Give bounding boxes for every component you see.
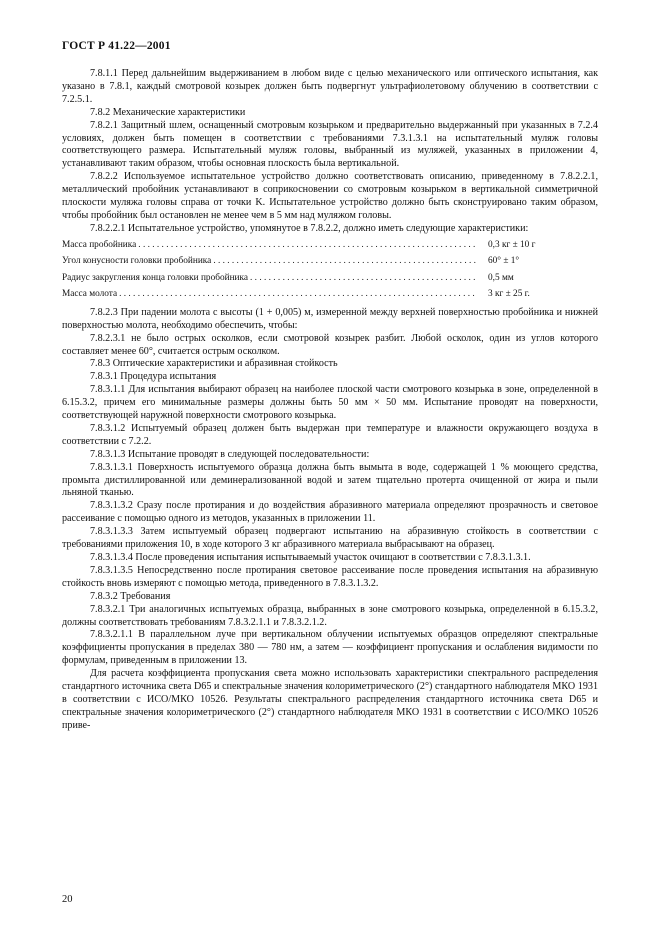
paragraph: 7.8.3.1.3.4 После проведения испытания испытываемый участок очищают в соответствии с 7.8.3.1.3.1. [90, 552, 531, 563]
paragraph: 7.8.3.1.1 Для испытания выбирают образец на наиболее плоской части смотрового козырька в зоне, определенной в 6.15.3.2, причем его минимальные размеры должны быть 50 мм × 50 мм. Испытание проводят на поверхности, соответствующей наружной поверхности смотрового козырька. [62, 384, 598, 422]
paragraph: 7.8.3.1.3.1 Поверхность испытуемого образца должна быть вымыта в воде, содержащей 1 % моющего средства, промыта дистиллированной или деминерализованной водой и затем тщательно протерта очищенной от жира и пыли льняной тканью. [62, 461, 598, 499]
paragraph: 7.8.1.1 Перед дальнейшим выдерживанием в любом виде с целью механического или оптического испытания, как указано в 7.8.1, каждый смотровой козырек должен быть подвергнут ультрафиолетовому облучению в соответствии с 7.2.5.1. [62, 68, 598, 105]
spec-label: Радиус закругления конца головки пробойника [62, 272, 249, 283]
spec-row [62, 288, 598, 305]
spec-row [62, 239, 598, 256]
spec-value: 3 кг ± 25 г. [488, 289, 530, 300]
paragraph: 7.8.3.1.3.5 Непосредственно после протирания световое рассеивание после проведения испытания на абразивную стойкость вновь измеряют с помощью метода, приведенного в 7.8.3.1.3.2. [62, 564, 598, 589]
document-body [62, 68, 598, 733]
section-heading: 7.8.3.1 Процедура испытания [90, 371, 217, 383]
paragraph: 7.8.2.3 При падении молота с высоты (1 + 0,005) м, измеренной между верхней поверхностью пробойника и нижней поверхностью молота, необходимо обеспечить, чтобы: [62, 306, 598, 331]
paragraph: 7.8.3.2.1 Три аналогичных испытуемых образца, выбранных в зоне смотрового козырька, определенной в 6.15.3.2, должны соответствовать требованиям 7.8.3.2.1.1 и 7.8.3.2.1.2. [62, 603, 598, 628]
paragraph: 7.8.2.2 Используемое испытательное устройство должно соответствовать описанию, приведенному в 7.8.2.2.1, металлический пробойник устанавливают в соприкосновении со смотровым козырьком в вертикальной симметричной плоскости муляжа головы справа от точки K. Испытательное устройство должно быть сконструировано таким образом, чтобы пробойник был остановлен не менее чем в 5 мм над муляжом головы. [62, 171, 598, 221]
spec-label: Масса молота [62, 289, 118, 300]
paragraph: Для расчета коэффициента пропускания света можно использовать характеристики спектрального распределения стандартного источника света D65 и спектральные значения колориметрического (2°) стандартного наблюдателя МКО 1931 в соответствии с ИСО/МКО 10526. Результаты спектрального распределения стандартного источника света D65 и спектральные значения колориметрического (2°) стандартного наблюдателя МКО 1931 в соответствии с ИСО/МКО 10526 приве- [62, 668, 598, 731]
spec-row [62, 272, 598, 289]
leader-dots [119, 288, 476, 301]
document-header: ГОСТ Р 41.22—2001 [62, 40, 171, 52]
paragraph: 7.8.2.3.1 не было острых осколков, если смотровой козырек разбит. Любой осколок, один из углов которого составляет менее 60°, считается острым осколком. [62, 332, 598, 357]
section-heading: 7.8.3.2 Требования [90, 590, 171, 602]
paragraph: 7.8.3.1.3.3 Затем испытуемый образец подвергают испытанию на абразивную стойкость в соответствии с требованиями приложения 10, в ходе которого 3 кг абразивного материала выбрасывают на образец. [62, 526, 598, 551]
page-number: 20 [62, 894, 73, 905]
section-heading: 7.8.2 Механические характеристики [90, 106, 246, 118]
section-heading: 7.8.3 Оптические характеристики и абразивная стойкость [90, 358, 338, 370]
spec-row [62, 255, 598, 272]
paragraph: 7.8.3.1.3.2 Сразу после протирания и до воздействия абразивного материала определяют прозрачность и световое рассеивание с помощью одного из методов, указанных в приложении 11. [62, 500, 598, 525]
spec-label: Масса пробойника [62, 239, 137, 250]
paragraph: 7.8.3.2.1.1 В параллельном луче при вертикальном облучении испытуемых образцов определяют спектральные коэффициенты пропускания в пределах 380 — 780 нм, а затем — коэффициент пропускания и ослабления видимости по формулам, приведенным в приложении 13. [62, 629, 598, 667]
spec-label: Угол конусности головки пробойника [62, 256, 212, 267]
paragraph: 7.8.3.1.2 Испытуемый образец должен быть выдержан при температуре и влажности окружающего воздуха в соответствии с 7.2.2. [62, 422, 598, 447]
spec-value: 0,5 мм [488, 272, 514, 283]
paragraph: 7.8.2.1 Защитный шлем, оснащенный смотровым козырьком и предварительно выдержанный при указанных в 7.2.4 условиях, должен быть помещен в соответствии с требованиями 7.3.1.3.1 на испытательный муляж головы соответствующего размера. Испытательный муляж головы, выбранный из муляжей, указанных в приложении 4, устанавливают таким образом, чтобы основная плоскость была вертикальной. [62, 119, 598, 170]
spec-value: 60° ± 1° [488, 256, 520, 267]
leader-dots [138, 239, 476, 252]
paragraph: 7.8.3.1.3 Испытание проводят в следующей последовательности: [90, 448, 370, 460]
spec-list [62, 239, 598, 305]
leader-dots [250, 272, 476, 285]
leader-dots [213, 255, 476, 268]
paragraph: 7.8.2.2.1 Испытательное устройство, упомянутое в 7.8.2.2, должно иметь следующие характеристики: [90, 222, 529, 234]
spec-value: 0,3 кг ± 10 г [488, 239, 536, 250]
